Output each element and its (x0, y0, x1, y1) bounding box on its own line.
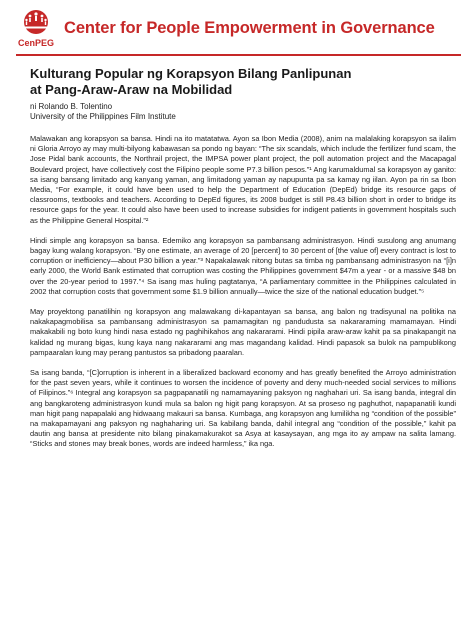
paragraph: Hindi simple ang korapsyon sa bansa. Edemiko ang korapsyon sa pambansang administrasyon. Hindi susulong ang anumang bagay kung walang korapsyon. “By one estimate, an average of 20 [percent] to 30 percent of [the value of] every contract is lost to corruption or inefficiency—about P30 billion a year.”³ Napakalawak nitong butas sa timba ng pambansang administrasyon na “[i]n early 2000, the World Bank estimated that corruption was costing the Philippines government $47m a year - or a massive $48 bn over the 20-year period to 1997.”⁴ Sa isang mas huling pagtatanya, “A parliamentary committee in the Philippines calculated in 2002 that corruption costs that government some $1.9 billion annually—twice the size of the national education budget.”⁵ (30, 235, 456, 296)
article (30, 66, 456, 450)
paragraph: Malawakan ang korapsyon sa bansa. Hindi na ito matatatwa. Ayon sa Ibon Media (2008), anim na malalaking korapsyon sa ilalim ni Gloria Arroyo ay may multi-bilyong kabawasan sa pondo ng bayan: “The six scandals, which include the fertilizer fund scam, the Jose Pidal bank accounts, the Northrail project, the IMPSA power plant project, the poll automation project and the Macapagal Boulevard project, have collectively cost the Filipino people some P7.3 billion pesos.”¹ Ang karumaldumal sa korapsyon ay ganito: sa isang bansang limitado ang kanyang yaman, ang limitadong yaman ay napupunta pa sa kamay ng iilan. Ayon pa rin sa Ibon Media, “For example, it could have been used to help the Department of Education (DepEd) bridge its resource gaps of classrooms, textbooks and teachers. According to DepEd figures, its 2008 budget is still P8.43 billion short in order to bridge its resource gaps for the year. It could also have been used to increase subsidies for indigent patients in government hospitals such as the Philippine General Hospital.”² (30, 134, 456, 225)
paragraph: May proyektong panatilihin ng korapsyon ang malawakang di-kapantayan sa bansa, ang balon ng tradisyunal na politika na nakakapagmobilisa sa pambansang administrasyon sa pamamagitan ng pandudusta sa nakararaming mamamayan. Hindi makakabili ng boto kung hindi nasa estado ng paghihikahos ang nakararami. Hindi pipila araw-araw kahit pa sa pinakapangit na kalidad ng murang bigas, kung kaya nang nakararami ang mas magandang kalidad. Hindi papasok sa bulok na pampublikong pampaaralan kung may perang pantustos sa pribadong paaralan. (30, 307, 456, 357)
svg-text:CenPEG: CenPEG (17, 38, 55, 48)
byline (30, 102, 456, 122)
article-title (30, 66, 456, 98)
title-line-1: Kulturang Popular ng Korapsyon Bilang Panlipunan (30, 66, 352, 81)
cenpeg-logo (16, 8, 56, 54)
paragraph: Sa isang banda, “[C]orruption is inherent in a liberalized backward economy and has greatly benefited the Arroyo administration for the past seven years, while it continues to worsen the incidence of poverty and deny much-needed social services to millions of Filipinos.”⁶ Integral ang korapsyon sa pagpapanatili ng namamayaning paksyon ng naghahari uri. Sa isang banda, integral din ang bangkaroteng administrasyon kundi mula sa balon ng higit pang korapsyon. At sa proseso ng paghuthot, napapanatili kundi man higit pang napapalaki ang hidwaang makauri sa bansa. Kumbaga, ang korapsyon ang lumilikha ng “condition of the possible” na makapamayani ang paksyon ng naghaharing uri. Sa kabilang banda, dahil integral ang “condition of the possible,” kahit pa dautin ang bansa at presidente nito bilang pinakamakurakot sa Asya at kasaysayan, ang mga ito ay ampaw na salita lamang. “Sticks and stones may break bones, words are indeed harmless,” ika nga. (30, 368, 456, 449)
page-header (16, 8, 466, 54)
author: ni Rolando B. Tolentino (30, 102, 113, 111)
title-line-2: at Pang-Araw-Araw na Mobilidad (30, 82, 233, 97)
affiliation: University of the Philippines Film Institute (30, 112, 176, 121)
header-rule (16, 54, 461, 56)
organization-name: Center for People Empowerment in Governance (64, 19, 435, 37)
